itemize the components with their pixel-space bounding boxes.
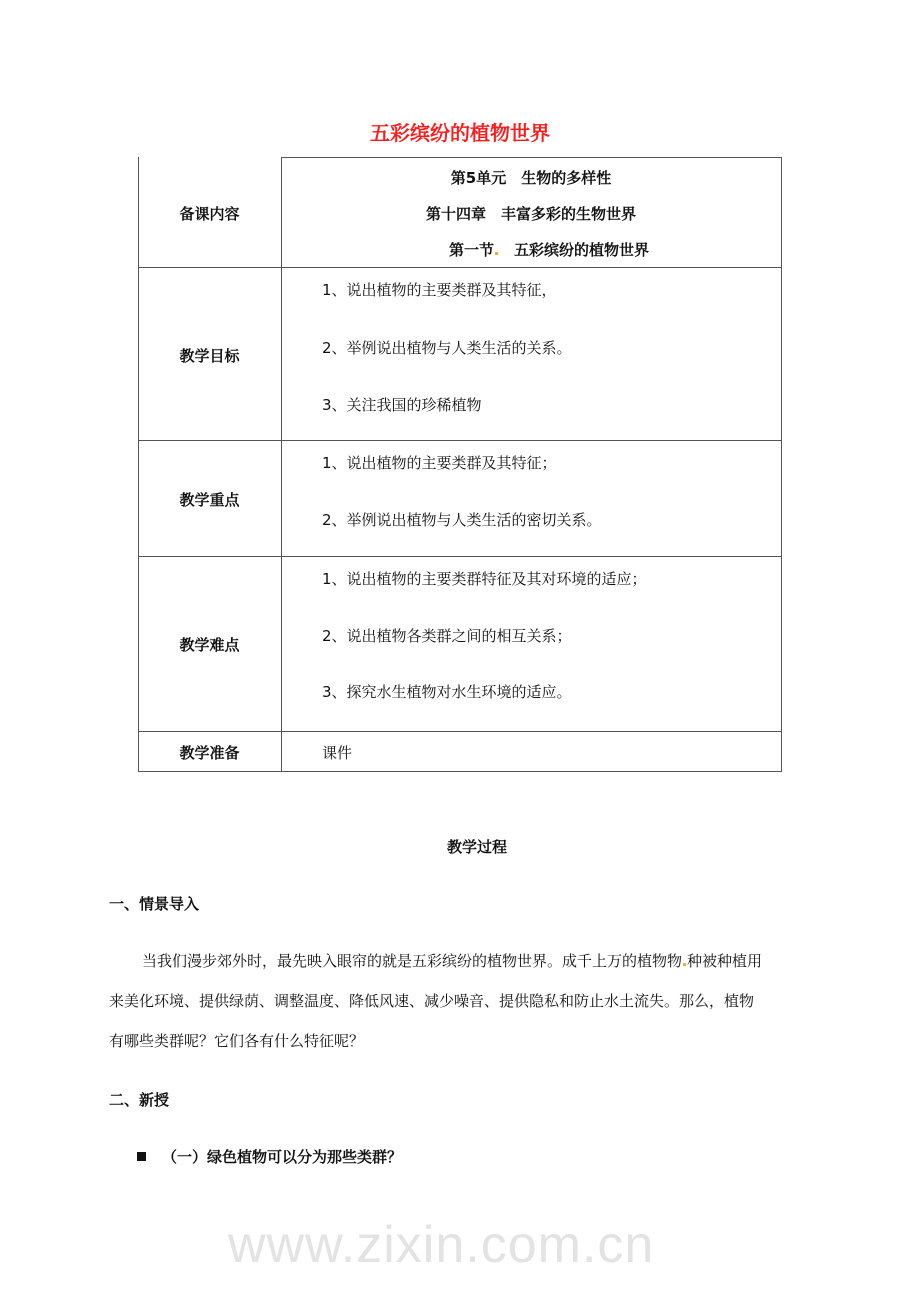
materials-value: 课件 [322,744,353,762]
goal-item: 3、关注我国的珍稀植物 [322,396,482,414]
difficulty-item: 3、探究水生植物对水生环境的适应。 [322,683,572,701]
table-border [281,157,782,158]
goal-item: 2、举例说出植物与人类生活的关系。 [322,339,572,357]
unit-line: 第5单元 生物的多样性 [450,169,612,187]
section-heading-intro: 一、情景导入 [109,895,200,913]
table-border [138,157,139,772]
section-number: 第一节 [448,241,494,259]
row-label-prep: 备课内容 [179,205,240,223]
mark-dot [495,252,498,255]
chapter-line: 第十四章 丰富多彩的生物世界 [425,205,636,223]
paragraph-line [142,951,762,971]
table-border [138,556,782,557]
section-title: 五彩缤纷的植物世界 [514,241,650,259]
key-item: 1、说出植物的主要类群及其特征； [322,454,557,472]
difficulty-item: 1、说出植物的主要类群特征及其对环境的适应； [322,570,647,588]
row-label-goals: 教学目标 [179,347,240,365]
mark-dot [683,963,686,966]
watermark: www.zixin.com.cn [228,1216,655,1274]
text: 当我们漫步郊外时，最先映入眼帘的就是五彩缤纷的植物世界。成千上万的植物物 [142,952,683,970]
table-border [138,440,782,441]
table-border [138,731,782,732]
process-heading: 教学过程 [446,838,507,856]
key-item: 2、举例说出植物与人类生活的密切关系。 [322,511,602,529]
question-text: （一）绿色植物可以分为那些类群？ [162,1148,403,1166]
row-label-materials: 教学准备 [179,744,240,762]
paragraph-line: 有哪些类群呢？它们各有什么特征呢？ [109,1032,365,1050]
row-label-difficulty: 教学难点 [179,636,240,654]
table-border [138,771,782,772]
paragraph-line: 来美化环境、提供绿荫、调整温度、降低风速、减少噪音、提供隐私和防止水土流失。那么，植物 [109,992,755,1010]
text: 种被种植用 [687,952,763,970]
goal-item: 1、说出植物的主要类群及其特征， [322,281,557,299]
question-item [137,1147,402,1167]
section-line [281,240,781,260]
section-heading-new: 二、新授 [109,1091,170,1109]
document-title: 五彩缤纷的植物世界 [370,121,550,145]
difficulty-item: 2、说出植物各类群之间的相互关系； [322,627,572,645]
row-label-key: 教学重点 [179,491,240,509]
square-bullet-icon [137,1152,146,1161]
table-border [138,267,782,268]
table-border [781,157,782,772]
